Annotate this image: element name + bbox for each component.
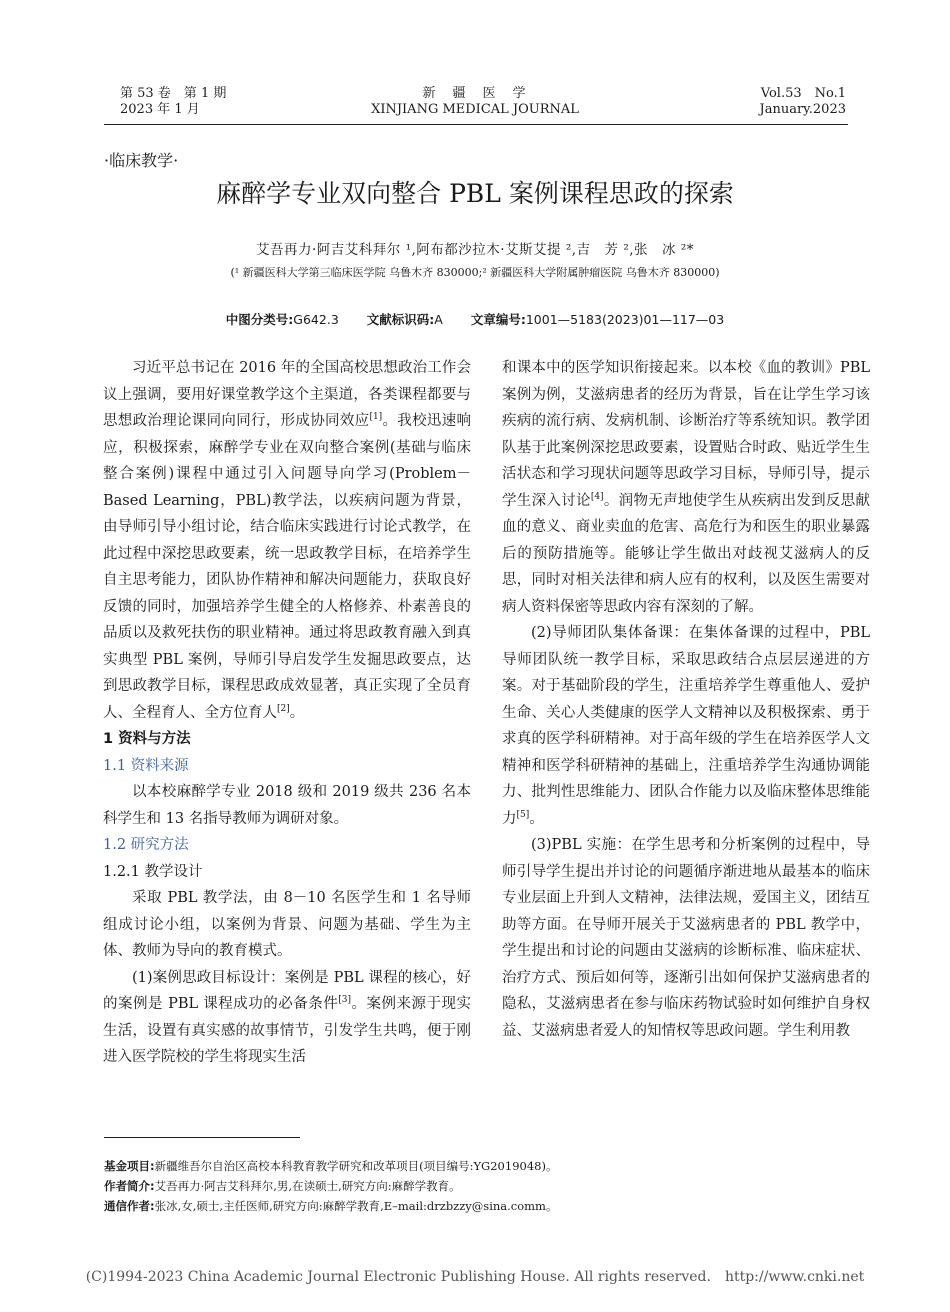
citation-5: [5]	[516, 809, 530, 820]
citation-1: [1]	[369, 412, 383, 423]
group-preparation-text: (2)导师团队集体备课：在集体备课的过程中，PBL 导师团队统一教学目标，采取思政结合点层层递进的方案。对于基础阶段的学生，注重培养学生尊重他人、爱护生命、关心人类健康的医学人文精神以及积极探索、勇于求真的医学科研精神。对于高年级的学生在培养医学人文精神和医学科研精神的基础上，注重培养学生沟通协调能力、批判性思维能力、团队合作能力以及临床整体思维能力	[502, 625, 870, 827]
heading-materials-methods: 1 资料与方法	[103, 731, 191, 747]
header-vol-en	[759, 86, 846, 118]
correspondence-label: 通信作者:	[104, 1199, 155, 1213]
citation-3: [3]	[338, 995, 351, 1006]
header-vol-no: Vol.53 No.1	[760, 86, 846, 101]
paragraph-intro	[103, 355, 471, 726]
author-bio-label: 作者简介:	[104, 1179, 155, 1193]
paragraph-case-example	[502, 355, 870, 620]
header-date: 2023 年 1 月	[120, 102, 200, 117]
copyright-line: (C)1994-2023 China Academic Journal Electronic Publishing House. All rights reserved. http://www.cnki.net	[85, 1269, 865, 1285]
footnote-author-bio	[104, 1178, 461, 1194]
paragraph-pbl-implementation: (3)PBL 实施：在学生思考和分析案例的过程中，导师引导学生提出并讨论的问题循序渐进地从最基本的临床专业层面上升到人文精神，法律法规，爱国主义，团结互助等方面。在导师开展关于艾滋病患者的 PBL 教学中，学生提出和讨论的问题由艾滋病的诊断标准、临床症状、治疗方式、预后如何等，逐渐引出如何保护艾滋病患者的隐私，艾滋病患者在参与临床药物试验时如何维护自身权益、艾滋病患者爱人的知情权等思政问题。学生利用教	[502, 837, 870, 1039]
header-journal-en: XINJIANG MEDICAL JOURNAL	[371, 102, 579, 117]
case-design-text-cont: 。案例来源于现实生活，设置有真实感的故事情节，引发学生共鸣，便于刚进入医学院校的学生将现实生活	[103, 996, 471, 1065]
intro-text-end: 。	[289, 704, 305, 721]
clc-value: G642.3	[293, 312, 339, 327]
article-number-value: 1001—5183(2023)01—117—03	[525, 312, 725, 327]
classification-line	[0, 310, 950, 328]
case-example-text-cont: 。润物无声地使学生从疾病出发到反思献血的意义、商业卖血的危害、高危行为和医生的职业暴露后的预防措施等。能够让学生做出对歧视艾滋病人的反思，同时对相关法律和病人应有的权利，以及医生需要对病人资料保密等思政内容有深刻的了解。	[502, 492, 870, 615]
heading-teaching-design: 1.2.1 教学设计	[103, 863, 203, 880]
affiliations: (¹ 新疆医科大学第三临床医学院 乌鲁木齐 830000;² 新疆医科大学附属肿瘤医院 乌鲁木齐 830000)	[230, 266, 720, 279]
doc-code-value: A	[434, 312, 443, 327]
header-month: January.2023	[759, 102, 846, 117]
funding-label: 基金项目:	[104, 1159, 155, 1173]
body-column-left	[103, 355, 471, 1071]
footnote-correspondence	[104, 1198, 557, 1214]
author-list: 艾吾再力·阿吉艾科拜尔 ¹,阿布都沙拉木·艾斯艾提 ²,吉 芳 ²,张 冰 ²*	[255, 242, 695, 258]
case-example-text: 和课本中的医学知识衔接起来。以本校《血的教训》PBL 案例为例，艾滋病患者的经历为背景，旨在让学生学习该疾病的流行病、发病机制、诊断治疗等系统知识。教学团队基于此案例深挖思政要素，设置贴合时政、贴近学生生活状态和学习现状问题等思政学习目标，导师引导，提示学生深入讨论	[502, 360, 870, 509]
article-number-label: 文章编号:	[470, 312, 526, 327]
header-journal-cn: 新 疆 医 学	[422, 86, 528, 101]
clc-label: 中图分类号:	[225, 312, 294, 327]
citation-2: [2]	[277, 703, 290, 714]
paragraph-group-preparation	[502, 620, 870, 832]
heading-data-source: 1.1 资料来源	[103, 757, 189, 774]
footnote-funding	[104, 1158, 557, 1174]
heading-research-methods: 1.2 研究方法	[103, 837, 189, 853]
intro-text: 习近平总书记在 2016 年的全国高校思想政治工作会议上强调，要用好课堂教学这个主渠道，各类课程都要与思想政治理论课同向同行，形成协同效应	[103, 360, 471, 429]
header-volume: 第 53 卷 第 1 期	[120, 86, 227, 101]
paragraph-data-source: 以本校麻醉学专业 2018 级和 2019 级共 236 名本科学生和 13 名指导教师为调研对象。	[103, 784, 471, 827]
citation-4: [4]	[590, 491, 604, 502]
intro-text-cont: 。我校迅速响应，积极探索，麻醉学专业在双向整合案例(基础与临床整合案例)课程中通过引入问题导向学习(Problem－Based Learning，PBL)教学法，以疾病问题为背景，由导师引导小组讨论，结合临床实践进行讨论式教学，在此过程中深挖思政要素，统一思政教学目标，在培养学生自主思考能力，团队协作精神和解决问题能力，获取良好反馈的同时，加强培养学生健全的人格修养、朴素善良的品质以及救死扶伤的职业精神。通过将思政教育融入到真实典型 PBL 案例，导师引导启发学生发掘思政要点，达到思政教学目标，课程思政成效显著，真正实现了全员育人、全程育人、全方位育人	[103, 413, 471, 721]
footnote-rule	[104, 1137, 300, 1138]
section-tag: ·临床教学·	[104, 151, 179, 170]
case-design-text: (1)案例思政目标设计：案例是 PBL 课程的核心，好的案例是 PBL 课程成功的必备条件	[103, 969, 471, 1012]
header-rule	[104, 124, 848, 125]
author-bio-text: 艾吾再力·阿吉艾科拜尔,男,在读硕士,研究方向:麻醉学教育。	[154, 1179, 461, 1193]
correspondence-text: 张冰,女,硕士,主任医师,研究方向:麻醉学教育,E–mail:drzbzzy@sina.comm。	[154, 1199, 558, 1213]
paragraph-case-design	[103, 965, 471, 1071]
paragraph-pbl-method: 采取 PBL 教学法，由 8－10 名医学生和 1 名导师组成讨论小组，以案例为背景、问题为基础、学生为主体、教师为导向的教育模式。	[103, 890, 471, 959]
article-title: 麻醉学专业双向整合 PBL 案例课程思政的探索	[216, 179, 734, 208]
funding-text: 新疆维吾尔自治区高校本科教育教学研究和改革项目(项目编号:YG2019048)。	[154, 1159, 558, 1173]
group-preparation-end: 。	[529, 810, 544, 827]
body-column-right	[502, 355, 870, 1044]
doc-code-label: 文献标识码:	[366, 312, 435, 327]
